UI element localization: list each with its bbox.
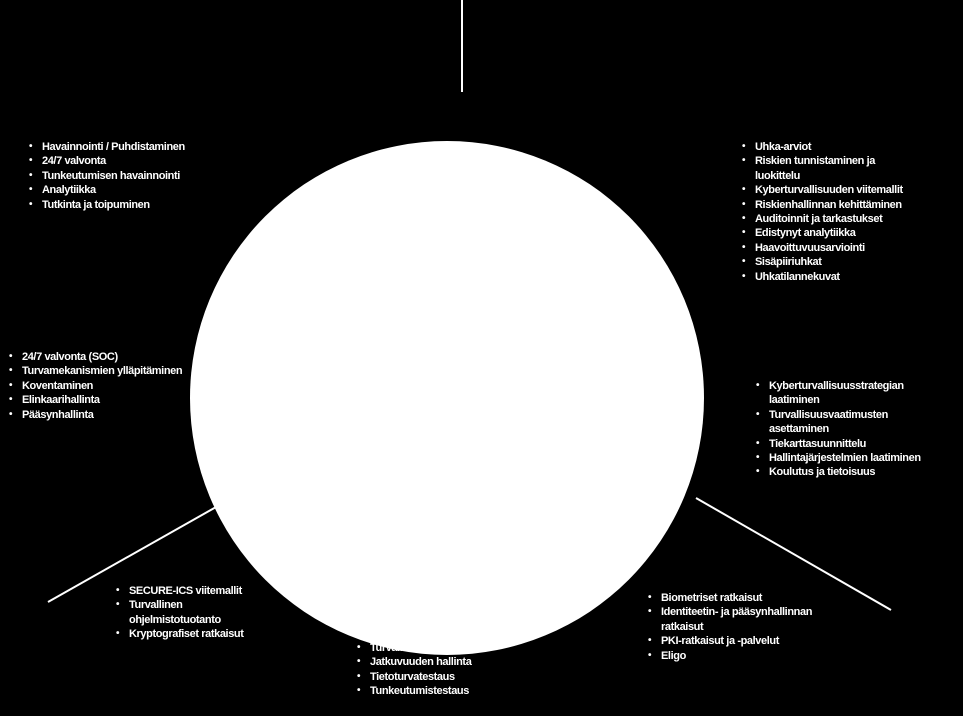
service-list-right bbox=[755, 379, 945, 480]
service-item: • Turvallisuussuunnittelu bbox=[356, 641, 484, 655]
service-item: • Elinkaarihallinta bbox=[8, 393, 182, 407]
service-item: • Auditoinnit ja tarkastukset bbox=[741, 212, 901, 226]
service-list-bottom-right bbox=[647, 591, 832, 663]
service-item: • Uhkatilannekuvat bbox=[741, 270, 901, 284]
service-item: • 24/7 valvonta (SOC) bbox=[8, 350, 182, 364]
service-item: • Hallintajärjestelmien laatiminen bbox=[755, 451, 945, 465]
service-item: • Kyberturvallisuuden viitemallit bbox=[741, 183, 901, 197]
service-list-bottom-left bbox=[115, 584, 265, 642]
service-item: • Identiteetin- ja pääsynhallinnan ratkaisut bbox=[647, 605, 832, 634]
service-list-top-right bbox=[741, 140, 901, 284]
service-item: • Sisäpiiriuhkat bbox=[741, 255, 901, 269]
service-item: • Haavoittuvuusarviointi bbox=[741, 241, 901, 255]
service-item: • Kryptografiset ratkaisut bbox=[115, 627, 265, 641]
service-item: • Kyberturvallisuusstrategian laatiminen bbox=[755, 379, 945, 408]
service-list-top-left bbox=[28, 140, 185, 212]
service-item: • Tunkeutumisen havainnointi bbox=[28, 169, 185, 183]
service-item: • Havainnointi / Puhdistaminen bbox=[28, 140, 185, 154]
service-item: • Pääsynhallinta bbox=[8, 408, 182, 422]
service-item: • Riskienhallinnan kehittäminen bbox=[741, 198, 901, 212]
service-item: • Riskien tunnistaminen ja luokittelu bbox=[741, 154, 901, 183]
service-item: • Turvallisuusvaatimusten asettaminen bbox=[755, 408, 945, 437]
service-item: • Eligo bbox=[647, 649, 832, 663]
service-item: • Tutkinta ja toipuminen bbox=[28, 198, 185, 212]
service-item: • Tunkeutumistestaus bbox=[356, 684, 484, 698]
service-item: • Turvallinen ohjelmistotuotanto bbox=[115, 598, 265, 627]
service-item: • PKI-ratkaisut ja -palvelut bbox=[647, 634, 832, 648]
service-item: • Edistynyt analytiikka bbox=[741, 226, 901, 240]
service-list-left bbox=[8, 350, 182, 422]
service-item: • Jatkuvuuden hallinta bbox=[356, 655, 484, 669]
service-item: • SECURE-ICS viitemallit bbox=[115, 584, 265, 598]
service-item: • Tietoturvatestaus bbox=[356, 670, 484, 684]
service-list-bottom-center bbox=[356, 641, 484, 699]
service-item: • 24/7 valvonta bbox=[28, 154, 185, 168]
service-item: • Tiekarttasuunnittelu bbox=[755, 437, 945, 451]
service-item: • Turvamekanismien ylläpitäminen bbox=[8, 364, 182, 378]
center-circle bbox=[190, 141, 704, 655]
service-item: • Uhka-arviot bbox=[741, 140, 901, 154]
service-item: • Analytiikka bbox=[28, 183, 185, 197]
service-item: • Koventaminen bbox=[8, 379, 182, 393]
service-item: • Koulutus ja tietoisuus bbox=[755, 465, 945, 479]
service-item: • Biometriset ratkaisut bbox=[647, 591, 832, 605]
